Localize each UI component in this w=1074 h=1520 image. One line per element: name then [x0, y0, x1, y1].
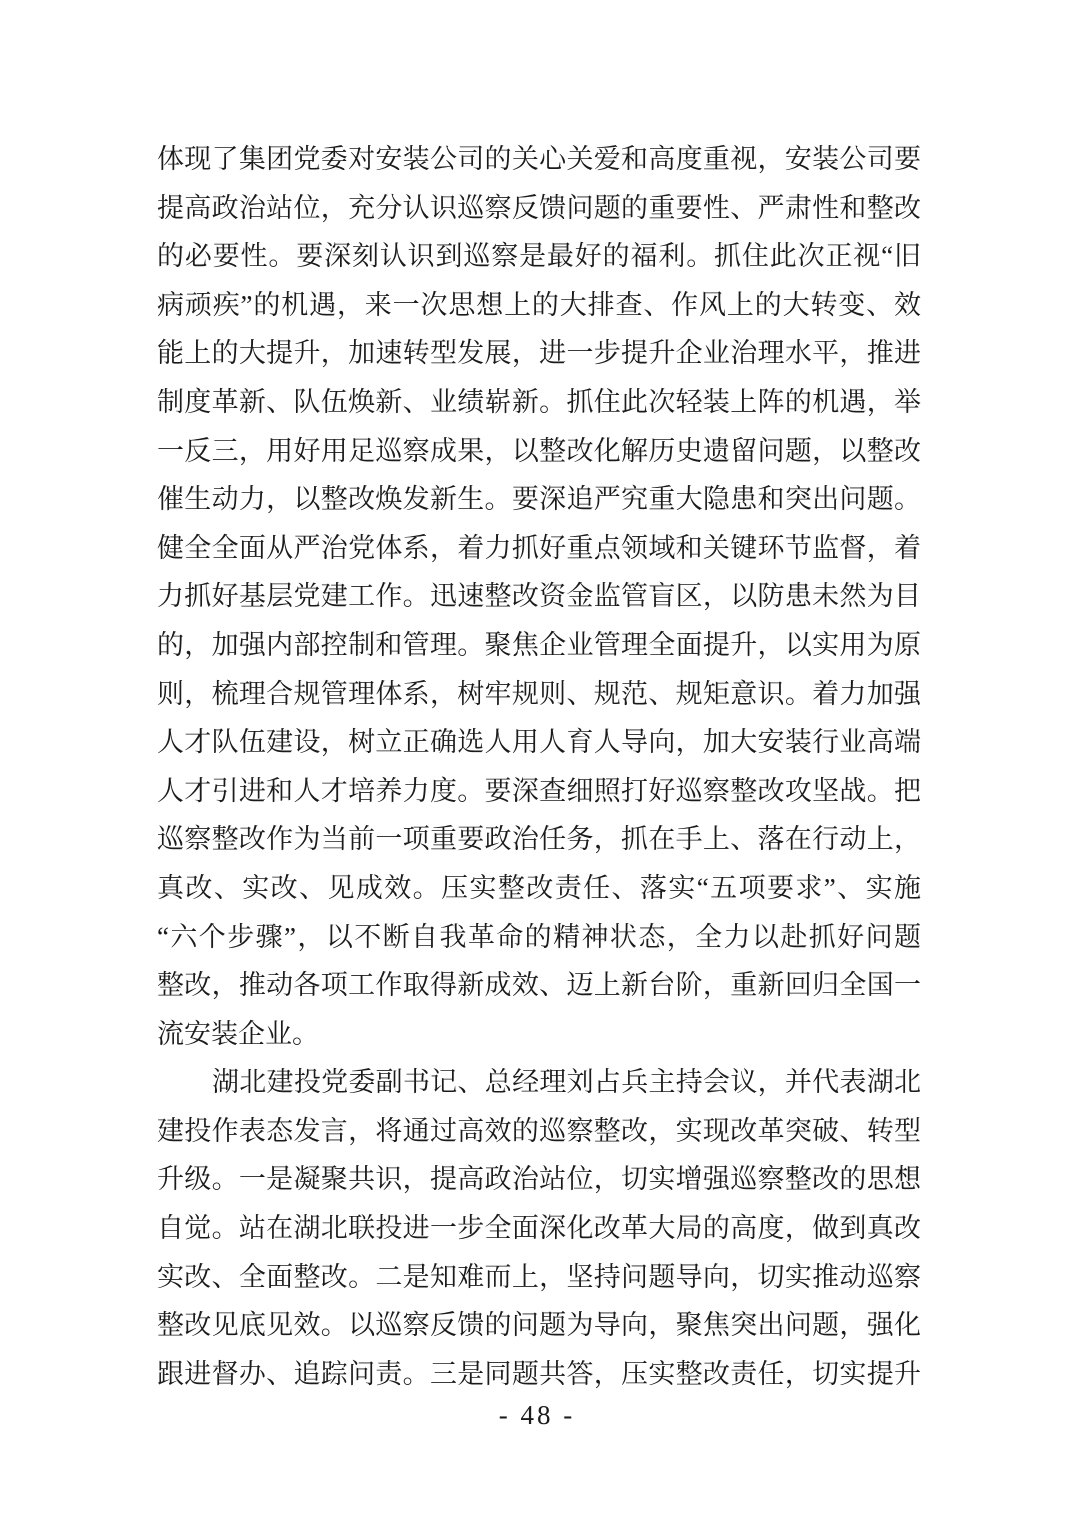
- text-line: 提高政治站位，充分认识巡察反馈问题的重要性、严肃性和整改: [157, 192, 921, 223]
- text-line: 整改，推动各项工作取得新成效、迈上新台阶，重新回归全国一: [157, 970, 921, 1001]
- text-line: 人才队伍建设，树立正确选人用人育人导向，加大安装行业高端: [157, 727, 921, 758]
- text-line: 实改、全面整改。二是知难而上，坚持问题导向，切实推动巡察: [157, 1261, 921, 1292]
- text-line: 建投作表态发言，将通过高效的巡察整改，实现改革突破、转型: [157, 1115, 921, 1146]
- text-line: 体现了集团党委对安装公司的关心关爱和高度重视，安装公司要: [157, 144, 921, 174]
- text-line: 则，梳理合规管理体系，树牢规则、规范、规矩意识。着力加强: [157, 678, 921, 709]
- text-line: “六个步骤”，以不断自我革命的精神状态，全力以赴抓好问题: [157, 921, 921, 952]
- text-line: 升级。一是凝聚共识，提高政治站位，切实增强巡察整改的思想: [157, 1164, 921, 1195]
- text-line: 的，加强内部控制和管理。聚焦企业管理全面提升，以实用为原: [157, 629, 921, 660]
- text-line: 真改、实改、见成效。压实整改责任、落实“五项要求”、实施: [157, 872, 921, 903]
- text-line: 病顽疾”的机遇，来一次思想上的大排查、作风上的大转变、效: [157, 289, 921, 320]
- text-line-paragraph-start: 湖北建投党委副书记、总经理刘占兵主持会议，并代表湖北: [212, 1067, 921, 1098]
- text-line: 力抓好基层党建工作。迅速整改资金监管盲区，以防患未然为目: [157, 581, 921, 612]
- text-line: 人才引进和人才培养力度。要深查细照打好巡察整改攻坚战。把: [157, 775, 921, 806]
- text-line: 跟进督办、追踪问责。三是同题共答，压实整改责任，切实提升: [157, 1358, 921, 1389]
- text-line: 催生动力，以整改焕发新生。要深追严究重大隐患和突出问题。: [157, 484, 921, 515]
- text-line: 自觉。站在湖北联投进一步全面深化改革大局的高度，做到真改: [157, 1213, 921, 1244]
- text-line: 整改见底见效。以巡察反馈的问题为导向，聚焦突出问题，强化: [157, 1310, 921, 1341]
- body-text: [157, 135, 921, 1398]
- text-line: 巡察整改作为当前一项重要政治任务，抓在手上、落在行动上，: [157, 824, 921, 855]
- text-line: 的必要性。要深刻认识到巡察是最好的福利。抓住此次正视“旧: [157, 241, 921, 272]
- page-number: - 48 -: [498, 1400, 576, 1430]
- text-line: 一反三，用好用足巡察成果，以整改化解历史遗留问题，以整改: [157, 435, 921, 466]
- text-line: 健全全面从严治党体系，着力抓好重点领域和关键环节监督，着: [157, 532, 921, 563]
- text-line: 制度革新、队伍焕新、业绩崭新。抓住此次轻装上阵的机遇，举: [157, 386, 921, 417]
- text-line-paragraph-end: 流安装企业。: [157, 1018, 319, 1049]
- text-line: 能上的大提升，加速转型发展，进一步提升企业治理水平，推进: [157, 338, 921, 369]
